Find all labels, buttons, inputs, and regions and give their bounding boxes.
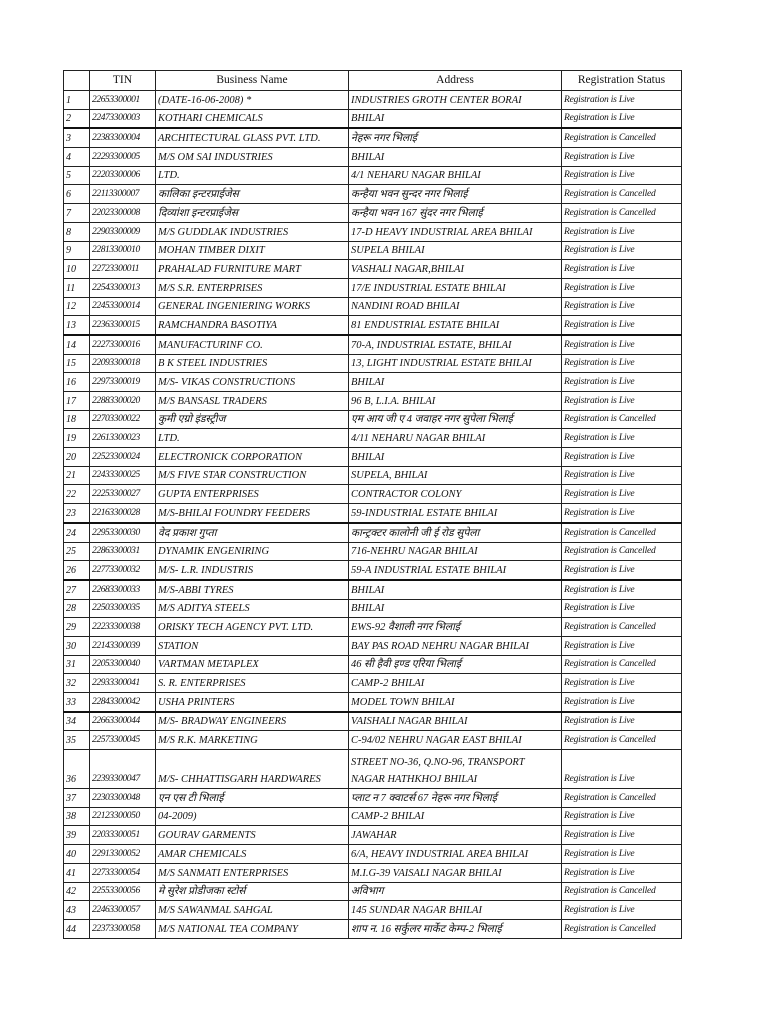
registration-status-cell: Registration is Live <box>562 392 682 411</box>
table-row <box>64 542 682 561</box>
tin-cell: 22843300042 <box>90 693 156 712</box>
tin-cell: 22233300038 <box>90 618 156 637</box>
business-name-cell: 04-2009) <box>156 807 349 826</box>
tin-cell: 22033300051 <box>90 826 156 845</box>
address-cell: VAISHALI NAGAR BHILAI <box>349 712 562 731</box>
table-row <box>64 674 682 693</box>
business-name-cell: LTD. <box>156 429 349 448</box>
registration-status-cell: Registration is Live <box>562 599 682 618</box>
business-name-cell: कुमी एग्रो इंडस्ट्रीज <box>156 410 349 429</box>
table-row <box>64 807 682 826</box>
table-row <box>64 731 682 750</box>
table-row <box>64 504 682 523</box>
registration-status-cell: Registration is Live <box>562 901 682 920</box>
address-cell: कन्हैया भवन सुन्दर नगर भिलाई <box>349 185 562 204</box>
tin-cell: 22613300023 <box>90 429 156 448</box>
registration-status-cell: Registration is Cancelled <box>562 523 682 542</box>
table-row <box>64 485 682 504</box>
address-cell: अविभाग <box>349 882 562 901</box>
registration-status-cell: Registration is Cancelled <box>562 919 682 938</box>
registration-status-cell: Registration is Live <box>562 863 682 882</box>
table-row <box>64 128 682 147</box>
row-number: 18 <box>64 410 90 429</box>
row-number: 14 <box>64 335 90 354</box>
row-number: 36 <box>64 750 90 789</box>
business-name-cell: मे सुरेश प्रोडीजका स्टोर्स <box>156 882 349 901</box>
address-cell: M.I.G-39 VAISALI NAGAR BHILAI <box>349 863 562 882</box>
table-row <box>64 466 682 485</box>
address-cell: 145 SUNDAR NAGAR BHILAI <box>349 901 562 920</box>
registration-status-cell: Registration is Live <box>562 222 682 241</box>
row-number: 15 <box>64 354 90 373</box>
row-number: 8 <box>64 222 90 241</box>
table-row <box>64 580 682 599</box>
address-cell: 6/A, HEAVY INDUSTRIAL AREA BHILAI <box>349 845 562 864</box>
business-name-cell: DYNAMIK ENGENIRING <box>156 542 349 561</box>
table-row <box>64 429 682 448</box>
table-row <box>64 750 682 789</box>
table-row <box>64 693 682 712</box>
registration-status-cell: Registration is Live <box>562 241 682 260</box>
tin-cell: 22023300008 <box>90 204 156 223</box>
row-number: 11 <box>64 278 90 297</box>
table-row <box>64 91 682 110</box>
business-name-cell: M/S SAWANMAL SAHGAL <box>156 901 349 920</box>
business-name-cell: ARCHITECTURAL GLASS PVT. LTD. <box>156 128 349 147</box>
table-row <box>64 373 682 392</box>
business-name-cell: LTD. <box>156 166 349 185</box>
table-row <box>64 204 682 223</box>
table-row <box>64 354 682 373</box>
address-cell: BHILAI <box>349 599 562 618</box>
row-number: 2 <box>64 109 90 128</box>
table-body <box>64 91 682 939</box>
registration-status-cell: Registration is Live <box>562 91 682 110</box>
table-row <box>64 901 682 920</box>
table-row <box>64 278 682 297</box>
tin-cell: 22303300048 <box>90 789 156 808</box>
table-row <box>64 863 682 882</box>
registration-status-cell: Registration is Live <box>562 316 682 335</box>
address-cell: कान्ट्रक्टर कालोनी जी ई रोड सुपेला <box>349 523 562 542</box>
tin-cell: 22773300032 <box>90 561 156 580</box>
row-number: 31 <box>64 655 90 674</box>
tin-cell: 22123300050 <box>90 807 156 826</box>
address-cell: शाप न. 16 सर्कुलर मार्केट केम्प-2 भिलाई <box>349 919 562 938</box>
address-cell: JAWAHAR <box>349 826 562 845</box>
business-name-cell: M/S-ABBI TYRES <box>156 580 349 599</box>
business-name-cell: M/S- CHHATTISGARH HARDWARES <box>156 750 349 789</box>
table-row <box>64 222 682 241</box>
business-name-cell: MOHAN TIMBER DIXIT <box>156 241 349 260</box>
registration-status-cell: Registration is Live <box>562 845 682 864</box>
row-number: 10 <box>64 260 90 279</box>
address-cell: नेहरू नगर भिलाई <box>349 128 562 147</box>
header-serial <box>64 71 90 91</box>
row-number: 4 <box>64 148 90 167</box>
table-row <box>64 410 682 429</box>
registration-status-cell: Registration is Live <box>562 260 682 279</box>
business-name-cell: दिव्यांशा इन्टरप्राईजेस <box>156 204 349 223</box>
row-number: 41 <box>64 863 90 882</box>
address-cell: BHILAI <box>349 373 562 392</box>
registration-status-cell: Registration is Cancelled <box>562 882 682 901</box>
row-number: 39 <box>64 826 90 845</box>
registration-status-cell: Registration is Live <box>562 354 682 373</box>
registration-status-cell: Registration is Live <box>562 826 682 845</box>
address-cell: 4/1 NEHARU NAGAR BHILAI <box>349 166 562 185</box>
table-row <box>64 166 682 185</box>
registration-status-cell: Registration is Live <box>562 693 682 712</box>
registration-status-cell: Registration is Live <box>562 674 682 693</box>
tin-cell: 22973300019 <box>90 373 156 392</box>
registration-status-cell: Registration is Live <box>562 750 682 789</box>
business-name-cell: RAMCHANDRA BASOTIYA <box>156 316 349 335</box>
tin-cell: 22903300009 <box>90 222 156 241</box>
address-cell: प्लाट न 7 क्वाटर्स 67 नेहरू नगर भिलाई <box>349 789 562 808</box>
address-cell: SUPELA, BHILAI <box>349 466 562 485</box>
business-name-cell: एन एस टी भिलाई <box>156 789 349 808</box>
business-name-cell: B K STEEL INDUSTRIES <box>156 354 349 373</box>
row-number: 25 <box>64 542 90 561</box>
table-header-row <box>64 71 682 91</box>
address-cell: 716-NEHRU NAGAR BHILAI <box>349 542 562 561</box>
row-number: 21 <box>64 466 90 485</box>
address-cell: SUPELA BHILAI <box>349 241 562 260</box>
business-name-cell: GOURAV GARMENTS <box>156 826 349 845</box>
row-number: 1 <box>64 91 90 110</box>
business-name-cell: M/S S.R. ENTERPRISES <box>156 278 349 297</box>
business-name-cell: M/S- VIKAS CONSTRUCTIONS <box>156 373 349 392</box>
row-number: 43 <box>64 901 90 920</box>
registration-status-cell: Registration is Cancelled <box>562 542 682 561</box>
tin-cell: 22163300028 <box>90 504 156 523</box>
row-number: 30 <box>64 636 90 655</box>
business-name-cell: VARTMAN METAPLEX <box>156 655 349 674</box>
tin-cell: 22383300004 <box>90 128 156 147</box>
address-cell: 81 ENDUSTRIAL ESTATE BHILAI <box>349 316 562 335</box>
tin-cell: 22453300014 <box>90 297 156 316</box>
address-cell: 46 सी हैवी इण्ड एरिया भिलाई <box>349 655 562 674</box>
business-name-cell: M/S NATIONAL TEA COMPANY <box>156 919 349 938</box>
registration-status-cell: Registration is Cancelled <box>562 185 682 204</box>
registration-status-cell: Registration is Live <box>562 373 682 392</box>
tin-cell: 22373300058 <box>90 919 156 938</box>
table-row <box>64 826 682 845</box>
registration-status-cell: Registration is Live <box>562 580 682 599</box>
address-cell: C-94/02 NEHRU NAGAR EAST BHILAI <box>349 731 562 750</box>
row-number: 38 <box>64 807 90 826</box>
tin-cell: 22953300030 <box>90 523 156 542</box>
address-cell: BHILAI <box>349 148 562 167</box>
tin-cell: 22863300031 <box>90 542 156 561</box>
registration-status-cell: Registration is Live <box>562 485 682 504</box>
table-row <box>64 109 682 128</box>
tin-cell: 22653300001 <box>90 91 156 110</box>
address-cell: BHILAI <box>349 448 562 467</box>
business-name-cell: वेद प्रकाश गुप्ता <box>156 523 349 542</box>
row-number: 37 <box>64 789 90 808</box>
registration-status-cell: Registration is Live <box>562 636 682 655</box>
header-address: Address <box>349 71 562 91</box>
row-number: 17 <box>64 392 90 411</box>
row-number: 28 <box>64 599 90 618</box>
business-name-cell: M/S OM SAI INDUSTRIES <box>156 148 349 167</box>
table-row <box>64 523 682 542</box>
row-number: 20 <box>64 448 90 467</box>
row-number: 12 <box>64 297 90 316</box>
address-cell: VASHALI NAGAR,BHILAI <box>349 260 562 279</box>
table-row <box>64 561 682 580</box>
business-name-cell: STATION <box>156 636 349 655</box>
registration-status-cell: Registration is Cancelled <box>562 204 682 223</box>
table-row <box>64 599 682 618</box>
row-number: 22 <box>64 485 90 504</box>
address-cell: INDUSTRIES GROTH CENTER BORAI <box>349 91 562 110</box>
tin-cell: 22543300013 <box>90 278 156 297</box>
address-cell: CAMP-2 BHILAI <box>349 674 562 693</box>
tin-cell: 22573300045 <box>90 731 156 750</box>
tin-cell: 22473300003 <box>90 109 156 128</box>
tin-cell: 22663300044 <box>90 712 156 731</box>
tin-cell: 22273300016 <box>90 335 156 354</box>
tin-cell: 22463300057 <box>90 901 156 920</box>
row-number: 44 <box>64 919 90 938</box>
business-name-cell: ELECTRONICK CORPORATION <box>156 448 349 467</box>
business-name-cell: M/S-BHILAI FOUNDRY FEEDERS <box>156 504 349 523</box>
row-number: 42 <box>64 882 90 901</box>
tin-cell: 22813300010 <box>90 241 156 260</box>
table-row <box>64 845 682 864</box>
table-row <box>64 185 682 204</box>
row-number: 19 <box>64 429 90 448</box>
table-row <box>64 316 682 335</box>
registration-status-cell: Registration is Live <box>562 335 682 354</box>
tin-cell: 22113300007 <box>90 185 156 204</box>
table-row <box>64 882 682 901</box>
address-cell: 4/11 NEHARU NAGAR BHILAI <box>349 429 562 448</box>
registration-table <box>63 70 682 939</box>
row-number: 23 <box>64 504 90 523</box>
business-name-cell: M/S ADITYA STEELS <box>156 599 349 618</box>
header-business-name: Business Name <box>156 71 349 91</box>
row-number: 5 <box>64 166 90 185</box>
business-name-cell: KOTHARI CHEMICALS <box>156 109 349 128</box>
table-row <box>64 712 682 731</box>
address-cell: STREET NO-36, Q.NO-96, TRANSPORT NAGAR HATHKHOJ BHILAI <box>349 750 562 789</box>
registration-status-cell: Registration is Live <box>562 807 682 826</box>
table-row <box>64 335 682 354</box>
business-name-cell: (DATE-16-06-2008) * <box>156 91 349 110</box>
address-cell: 17/E INDUSTRIAL ESTATE BHILAI <box>349 278 562 297</box>
header-tin: TIN <box>90 71 156 91</box>
registration-status-cell: Registration is Cancelled <box>562 789 682 808</box>
table-row <box>64 636 682 655</box>
tin-cell: 22393300047 <box>90 750 156 789</box>
tin-cell: 22523300024 <box>90 448 156 467</box>
address-cell: MODEL TOWN BHILAI <box>349 693 562 712</box>
business-name-cell: USHA PRINTERS <box>156 693 349 712</box>
business-name-cell: MANUFACTURINF CO. <box>156 335 349 354</box>
business-name-cell: S. R. ENTERPRISES <box>156 674 349 693</box>
registration-status-cell: Registration is Live <box>562 109 682 128</box>
row-number: 29 <box>64 618 90 637</box>
address-cell: NANDINI ROAD BHILAI <box>349 297 562 316</box>
address-cell: 17-D HEAVY INDUSTRIAL AREA BHILAI <box>349 222 562 241</box>
table-row <box>64 618 682 637</box>
row-number: 13 <box>64 316 90 335</box>
table-row <box>64 789 682 808</box>
table-row <box>64 655 682 674</box>
registration-status-cell: Registration is Cancelled <box>562 128 682 147</box>
table-row <box>64 919 682 938</box>
address-cell: BHILAI <box>349 580 562 599</box>
tin-cell: 22363300015 <box>90 316 156 335</box>
address-cell: 70-A, INDUSTRIAL ESTATE, BHILAI <box>349 335 562 354</box>
tin-cell: 22143300039 <box>90 636 156 655</box>
tin-cell: 22293300005 <box>90 148 156 167</box>
row-number: 7 <box>64 204 90 223</box>
registration-status-cell: Registration is Live <box>562 148 682 167</box>
tin-cell: 22733300054 <box>90 863 156 882</box>
business-name-cell: कालिका इन्टरप्राईजेस <box>156 185 349 204</box>
tin-cell: 22053300040 <box>90 655 156 674</box>
row-number: 6 <box>64 185 90 204</box>
row-number: 40 <box>64 845 90 864</box>
business-name-cell: M/S FIVE STAR CONSTRUCTION <box>156 466 349 485</box>
row-number: 34 <box>64 712 90 731</box>
row-number: 26 <box>64 561 90 580</box>
address-cell: CAMP-2 BHILAI <box>349 807 562 826</box>
table-row <box>64 297 682 316</box>
business-name-cell: AMAR CHEMICALS <box>156 845 349 864</box>
business-name-cell: M/S BANSASL TRADERS <box>156 392 349 411</box>
registration-status-cell: Registration is Live <box>562 166 682 185</box>
registration-status-cell: Registration is Live <box>562 448 682 467</box>
address-cell: 13, LIGHT INDUSTRIAL ESTATE BHILAI <box>349 354 562 373</box>
table-row <box>64 392 682 411</box>
registration-table-sheet <box>63 70 681 939</box>
registration-status-cell: Registration is Cancelled <box>562 731 682 750</box>
business-name-cell: M/S SANMATI ENTERPRISES <box>156 863 349 882</box>
address-cell: BHILAI <box>349 109 562 128</box>
business-name-cell: M/S R.K. MARKETING <box>156 731 349 750</box>
tin-cell: 22503300035 <box>90 599 156 618</box>
registration-status-cell: Registration is Cancelled <box>562 618 682 637</box>
address-cell: CONTRACTOR COLONY <box>349 485 562 504</box>
registration-status-cell: Registration is Cancelled <box>562 655 682 674</box>
table-row <box>64 148 682 167</box>
business-name-cell: GUPTA ENTERPRISES <box>156 485 349 504</box>
registration-status-cell: Registration is Live <box>562 466 682 485</box>
registration-status-cell: Registration is Live <box>562 504 682 523</box>
address-cell: EWS-92 वैशाली नगर भिलाई <box>349 618 562 637</box>
registration-status-cell: Registration is Cancelled <box>562 410 682 429</box>
row-number: 35 <box>64 731 90 750</box>
address-cell: BAY PAS ROAD NEHRU NAGAR BHILAI <box>349 636 562 655</box>
row-number: 32 <box>64 674 90 693</box>
address-cell: 96 B, L.I.A. BHILAI <box>349 392 562 411</box>
tin-cell: 22703300022 <box>90 410 156 429</box>
tin-cell: 22683300033 <box>90 580 156 599</box>
tin-cell: 22913300052 <box>90 845 156 864</box>
registration-status-cell: Registration is Live <box>562 429 682 448</box>
tin-cell: 22723300011 <box>90 260 156 279</box>
tin-cell: 22933300041 <box>90 674 156 693</box>
table-row <box>64 448 682 467</box>
business-name-cell: PRAHALAD FURNITURE MART <box>156 260 349 279</box>
address-cell: कन्हैया भवन 167 सुंदर नगर भिलाई <box>349 204 562 223</box>
row-number: 33 <box>64 693 90 712</box>
table-row <box>64 260 682 279</box>
row-number: 24 <box>64 523 90 542</box>
registration-status-cell: Registration is Live <box>562 561 682 580</box>
row-number: 9 <box>64 241 90 260</box>
header-registration-status: Registration Status <box>562 71 682 91</box>
row-number: 27 <box>64 580 90 599</box>
tin-cell: 22433300025 <box>90 466 156 485</box>
address-cell: 59-A INDUSTRIAL ESTATE BHILAI <box>349 561 562 580</box>
tin-cell: 22093300018 <box>90 354 156 373</box>
business-name-cell: M/S- BRADWAY ENGINEERS <box>156 712 349 731</box>
tin-cell: 22203300006 <box>90 166 156 185</box>
address-cell: एम आय जी ए 4 जवाहर नगर सुपेला भिलाई <box>349 410 562 429</box>
tin-cell: 22253300027 <box>90 485 156 504</box>
row-number: 3 <box>64 128 90 147</box>
business-name-cell: ORISKY TECH AGENCY PVT. LTD. <box>156 618 349 637</box>
business-name-cell: M/S GUDDLAK INDUSTRIES <box>156 222 349 241</box>
business-name-cell: GENERAL INGENIERING WORKS <box>156 297 349 316</box>
table-row <box>64 241 682 260</box>
business-name-cell: M/S- L.R. INDUSTRIS <box>156 561 349 580</box>
address-cell: 59-INDUSTRIAL ESTATE BHILAI <box>349 504 562 523</box>
registration-status-cell: Registration is Live <box>562 297 682 316</box>
row-number: 16 <box>64 373 90 392</box>
registration-status-cell: Registration is Live <box>562 712 682 731</box>
tin-cell: 22553300056 <box>90 882 156 901</box>
registration-status-cell: Registration is Live <box>562 278 682 297</box>
tin-cell: 22883300020 <box>90 392 156 411</box>
